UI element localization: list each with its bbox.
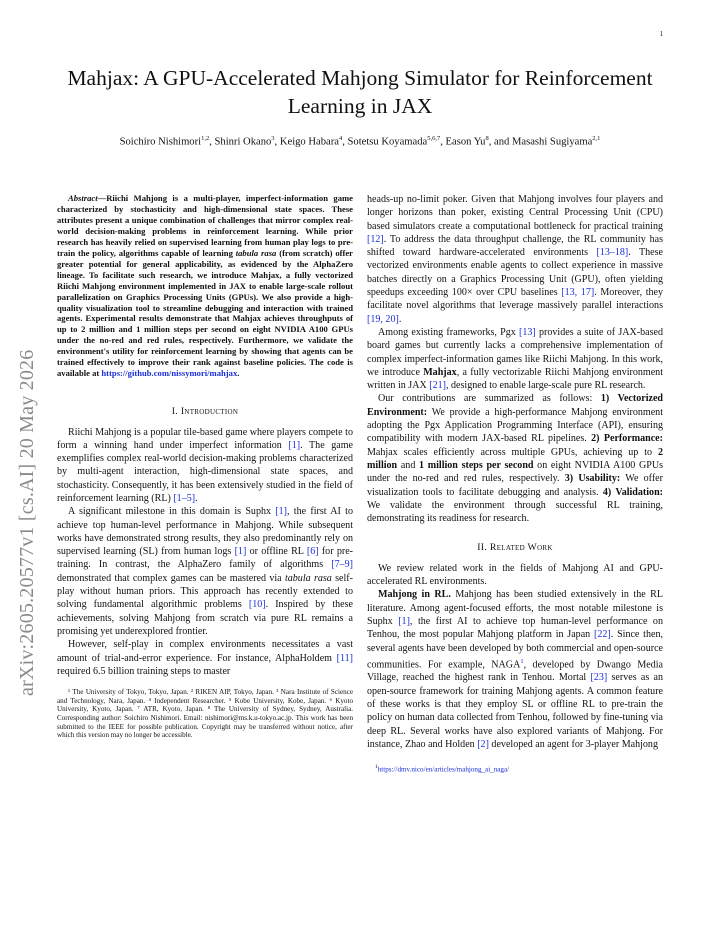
citation[interactable]: [1] <box>234 546 247 558</box>
paper-title <box>40 64 680 120</box>
author-name: Eason Yu <box>445 136 486 148</box>
author-separator: , <box>440 136 446 148</box>
intro-paragraph-1: Riichi Mahjong is a popular tile-based game where players compete to form a winning hand under imperfect information [1]. The game exemplifies complex real-world decision-making problems characterized by multi-agent interaction, high-dimensional state spaces, and stochasticity. Consequently, it has been extensively studied in the field of reinforcement learning (RL) [1–5]. <box>57 426 353 504</box>
citation[interactable]: [1] <box>275 506 288 518</box>
abstract-label: Abstract <box>68 193 98 203</box>
author-separator: , and <box>488 136 512 148</box>
author-separator: , <box>342 136 348 148</box>
author-affiliation: 3 <box>271 135 275 142</box>
author-affiliation: 8 <box>485 135 489 142</box>
author-affiliation: 2,1 <box>592 135 601 142</box>
author-affiliation: 1,2 <box>201 135 210 142</box>
abstract-end: . <box>237 368 240 379</box>
section-heading-related-work: II. Related Work <box>477 542 553 554</box>
citation[interactable]: [21] <box>429 380 446 392</box>
citation[interactable]: [10] <box>248 599 266 611</box>
footnote-1-link[interactable]: https://dmv.nico/en/articles/mahjong_ai_naga/ <box>377 765 510 774</box>
affiliations-footnote: ¹ The University of Tokyo, Tokyo, Japan. ² RIKEN AIP, Tokyo, Japan. ³ Nara Institute of Science and Technology, Nara, Japan. ⁴ Independent Researcher. ⁵ Kobe University, Kobe, Japan. ⁶ Kyoto University, Kyoto, Japan. ⁷ ATR, Kyoto, Japan. ⁸ The University of Sydney, Sydney, Australia. Corresponding author: Soichiro Nishimori. Email: nishimori@ms.k.u-tokyo.ac.jp. This work has been submitted to the IEEE for possible publication. Copyright may be transferred without notice, after which this version may no longer be accessible. <box>57 688 353 740</box>
citation[interactable]: [11] <box>336 652 353 664</box>
citation[interactable]: [13, 17] <box>561 287 595 299</box>
citation[interactable]: [1] <box>288 439 301 451</box>
arxiv-stamp: arXiv:2605.20577v1 [cs.AI] 20 May 2026 <box>16 349 38 696</box>
author-name: Sotetsu Koyamada <box>347 136 428 148</box>
title-line-2: Learning in JAX <box>287 94 433 118</box>
citation[interactable]: [1–5] <box>173 492 196 504</box>
intro-paragraph-2: A significant milestone in this domain is Suphx [1], the first AI to achieve top human-level performance in Mahjong. While subsequent works have demonstrated strong results, they also predominantly rely on supervised learning (SL) from human logs [1] or offline RL [6] for pre-training. In contrast, the AlphaZero family of algorithms [7–9] demonstrated that complex games can be mastered via tabula rasa self-play without human priors. This approach has recently extended to solving fundamental algorithmic problems [10]. Inspired by these achievements, solving Mahjong from scratch via pure RL remains a promising yet underexplored frontier. <box>57 506 354 637</box>
right-paragraph-2: Among existing frameworks, Pgx [13] provides a suite of JAX-based board games but currently lacks a comprehensive implementation of complex imperfect-information games like Riichi Mahjong. In this work, we introduce Mahjax, a fully vectorizable Riichi Mahjong environment written in JAX [21], designed to enable large-scale pure RL research. <box>367 326 663 392</box>
intro-paragraph-3: However, self-play in complex environments necessitates a vast amount of trial-and-error experience. For instance, AlphaHoldem [11] required 6.5 billion training steps to master <box>57 639 353 677</box>
footnote-marker[interactable]: 1 <box>520 657 524 665</box>
related-work-paragraph-1: We review related work in the fields of Mahjong AI and GPU-accelerated RL environments. <box>367 562 663 588</box>
author-name: Soichiro Nishimori <box>119 136 202 148</box>
right-paragraph-1: heads-up no-limit poker. Given that Mahjong involves four players and longer horizons than poker, existing Central Processing Unit (CPU) based simulators create a computational bottleneck for practical training [12]. To address the data throughput challenge, the RL community has shifted toward hardware-accelerated environments [13–18]. These vectorized environments enable agents to collect experience in massive batches directly on a Graphics Processing Unit (GPU), often yielding speedups exceeding 100× over CPU baselines [13, 17]. Moreover, they facilitate novel algorithms that leverage massively parallel interactions [19, 20]. <box>367 194 664 325</box>
author-name: Shinri Okano <box>214 136 272 148</box>
citation[interactable]: [19, 20] <box>367 313 399 325</box>
footnote-1-mark: 1 <box>375 764 378 771</box>
related-work-paragraph-2: Mahjong in RL. Mahjong has been studied extensively in the RL literature. Among agent-focused efforts, the most notable milestone is Suphx [1], the first AI to achieve top human-level performance on Tenhou, the most popular Mahjong platform in Japan [22]. Since then, several agents have been developed by both commercial and open-source communities. For example, NAGA$^1$, developed by Dwango Media Village, reached the highest rank in Tenhou. Mortal [23] serves as an open-source framework for training Mahjong agents. A common feature of these works is that they employ SL or offline RL to pre-train the policy on human data collected from Tenhou, followed by fine-tuning via deep RL. Several works have also explored variants of Mahjong. For instance, Zhao and Holden [2] developed an agent for 3-player Mahjong <box>367 589 663 750</box>
author-name: Keigo Habara <box>279 136 339 148</box>
abstract-text-2: (from scratch) offer greater potential for general applicability, as evidenced by the AlphaZero lineage. To facilitate such research, we introduce Mahjax, a fully vectorized Riichi Mahjong environment implemented in JAX to enable large-scale rollout parallelization on Graphics Processing Units (GPUs). We also provide a high-quality visualization tool to streamline debugging and interaction with trained agents. Experimental results demonstrate that Mahjax achieves throughputs of up to 2 million and 1 million steps per second on eight NVIDIA A100 GPUs under the no-red and red rules, respectively. Furthermore, we validate the environment's utility for reinforcement learning by showing that agents can be trained effectively to improve their rank against baseline policies. The code is available at <box>57 247 353 379</box>
author-list <box>40 135 680 148</box>
citation[interactable]: [13] <box>519 326 536 338</box>
contributions-paragraph: Our contributions are summarized as follows: 1) Vectorized Environment: We provide a high-performance Mahjong environment adopting the Pgx Application Programming Interface (API), ensuring compatibility with modern JAX-based RL pipelines. 2) Performance: Mahjax scales efficiently across multiple GPUs, achieving up to 2 million and 1 million steps per second on eight NVIDIA A100 GPUs under the no-red and red rules, respectively. 3) Usability: We offer visualization tools to facilitate debugging and analysis. 4) Validation: We validate the environment through successful RL training, demonstrating its readiness for research. <box>367 393 664 525</box>
abstract-italic: tabula rasa <box>235 247 277 258</box>
citation[interactable]: [1] <box>398 615 410 627</box>
author-name: Masashi Sugiyama <box>511 136 593 148</box>
footnote-1 <box>367 763 663 774</box>
code-link[interactable]: https://github.com/nissymori/mahjax <box>101 368 238 379</box>
section-heading-introduction: I. Introduction <box>171 406 239 418</box>
author-separator: , <box>209 136 215 148</box>
author-affiliation: 5,6,7 <box>427 135 441 142</box>
right-column <box>367 193 663 774</box>
citation[interactable]: [23] <box>590 672 608 684</box>
abstract <box>57 193 353 379</box>
citation[interactable]: [7–9] <box>331 559 353 571</box>
citation[interactable]: [13–18] <box>596 247 629 259</box>
citation[interactable]: [2] <box>477 738 489 750</box>
title-line-1: Mahjax: A GPU-Accelerated Mahjong Simulator for Reinforcement <box>67 66 653 90</box>
author-separator: , <box>274 136 280 148</box>
abstract-dash: — <box>97 193 107 203</box>
abstract-text-1: Riichi Mahjong is a multi-player, imperfect-information game characterized by stochasticity and high-dimensional state spaces. These attributes present a unique combination of challenges that mirror complex real-world decision-making problems in reinforcement learning. While prior research has heavily relied on supervised learning from human play logs to pre-train the policy, algorithms capable of learning <box>57 193 353 258</box>
author-affiliation: 4 <box>338 135 343 142</box>
citation[interactable]: [6] <box>306 546 319 558</box>
citation[interactable]: [22] <box>594 629 611 641</box>
left-column <box>57 193 353 740</box>
page-number: 1 <box>659 30 663 38</box>
citation[interactable]: [12] <box>367 233 384 245</box>
